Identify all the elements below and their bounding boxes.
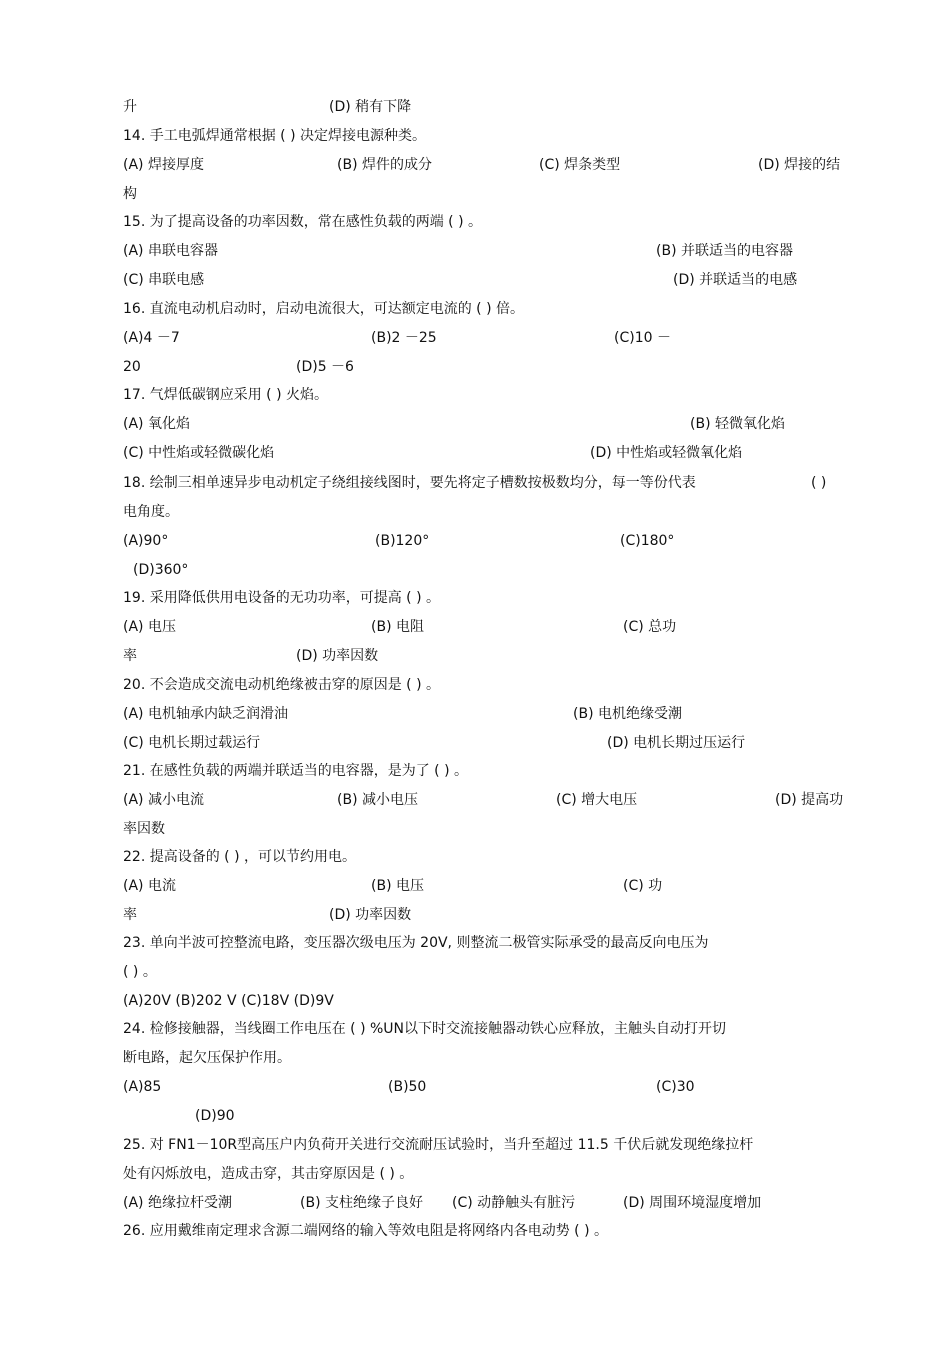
option-c: (C)30 <box>656 1079 695 1095</box>
option-a: (A) 电压 <box>123 619 176 635</box>
option-d: (D) 电机长期过压运行 <box>607 735 746 751</box>
text-line: (D) 稍有下降 <box>329 99 412 115</box>
option-b: (B) 电阻 <box>371 619 424 635</box>
text-line: 率因数 <box>123 821 165 837</box>
option-c: (C) 总功 <box>623 619 677 635</box>
option-c: (C)10 － <box>614 330 671 346</box>
question-26: 26. 应用戴维南定理求含源二端网络的输入等效电阻是将网络内各电动势 ( ) 。 <box>123 1223 608 1239</box>
option-b: (B) 电压 <box>371 878 424 894</box>
option-a: (A) 氧化焰 <box>123 416 190 432</box>
option-d: (D) 功率因数 <box>296 648 379 664</box>
option-d: (D) 焊接的结 <box>758 157 841 173</box>
option-a: (A)4 －7 <box>123 330 180 346</box>
option-c: (C) 焊条类型 <box>539 157 621 173</box>
text-line: 断电路，起欠压保护作用。 <box>123 1050 291 1066</box>
text-line: 电角度。 <box>123 504 179 520</box>
option-a: (A)90° <box>123 533 169 549</box>
option-a: (A) 电机轴承内缺乏润滑油 <box>123 706 288 722</box>
question-15: 15. 为了提高设备的功率因数，常在感性负载的两端 ( ) 。 <box>123 214 482 230</box>
text-line: 率 <box>123 648 137 664</box>
option-a: (A) 电流 <box>123 878 176 894</box>
option-a: (A) 串联电容器 <box>123 243 218 259</box>
option-d: (D)5 －6 <box>296 359 354 375</box>
option-c: (C) 中性焰或轻微碳化焰 <box>123 445 275 461</box>
options-row: (A)20V (B)202 V (C)18V (D)9V <box>123 993 334 1009</box>
option-d: (D) 提高功 <box>775 792 844 808</box>
option-b: (B)50 <box>388 1079 427 1095</box>
option-d: (D) 并联适当的电感 <box>673 272 798 288</box>
text-line: 率 <box>123 907 137 923</box>
question-25: 25. 对 FN1－10R型高压户内负荷开关进行交流耐压试验时，当升至超过 11.5 千伏后就发现绝缘拉杆 <box>123 1137 754 1153</box>
question-22: 22. 提高设备的 ( ) ，可以节约用电。 <box>123 849 356 865</box>
option-a: (A) 减小电流 <box>123 792 204 808</box>
text-line: 20 <box>123 359 141 375</box>
question-17: 17. 气焊低碳钢应采用 ( ) 火焰。 <box>123 387 328 403</box>
option-b: (B) 减小电压 <box>337 792 418 808</box>
question-19: 19. 采用降低供用电设备的无功功率，可提高 ( ) 。 <box>123 590 440 606</box>
option-c: (C) 功 <box>623 878 663 894</box>
option-c: (C) 电机长期过载运行 <box>123 735 261 751</box>
option-a: (A)85 <box>123 1079 162 1095</box>
option-d: (D) 中性焰或轻微氧化焰 <box>590 445 743 461</box>
option-b: (B) 并联适当的电容器 <box>656 243 793 259</box>
option-c: (C) 动静触头有脏污 <box>452 1195 576 1211</box>
option-d: (D) 功率因数 <box>329 907 412 923</box>
option-c: (C) 串联电感 <box>123 272 205 288</box>
question-23: 23. 单向半波可控整流电路，变压器次级电压为 20V, 则整流二极管实际承受的最高反向电压为 <box>123 935 709 951</box>
option-d: (D)360° <box>133 562 189 578</box>
option-d: (D)90 <box>195 1108 235 1124</box>
option-b: (B) 电机绝缘受潮 <box>573 706 682 722</box>
option-b: (B) 支柱绝缘子良好 <box>300 1195 423 1211</box>
question-24: 24. 检修接触器，当线圈工作电压在 ( ) %UN以下时交流接触器动铁心应释放，主触头自动打开切 <box>123 1021 727 1037</box>
question-14: 14. 手工电弧焊通常根据 ( ) 决定焊接电源种类。 <box>123 128 426 144</box>
option-b: (B)120° <box>375 533 430 549</box>
option-c: (C)180° <box>620 533 675 549</box>
answer-blank: ( ) 。 <box>123 964 157 980</box>
option-b: (B)2 －25 <box>371 330 437 346</box>
option-a: (A) 绝缘拉杆受潮 <box>123 1195 232 1211</box>
option-a: (A) 焊接厚度 <box>123 157 204 173</box>
text-line: 升 <box>123 99 137 115</box>
text-line: 构 <box>123 186 137 202</box>
question-18: 18. 绘制三相单速异步电动机定子绕组接线图时，要先将定子槽数按极数均分，每一等份代表 <box>123 475 696 491</box>
question-21: 21. 在感性负载的两端并联适当的电容器，是为了 ( ) 。 <box>123 763 468 779</box>
option-b: (B) 轻微氧化焰 <box>690 416 785 432</box>
option-b: (B) 焊件的成分 <box>337 157 432 173</box>
option-d: (D) 周围环境湿度增加 <box>623 1195 762 1211</box>
question-16: 16. 直流电动机启动时，启动电流很大，可达额定电流的 ( ) 倍。 <box>123 301 524 317</box>
option-c: (C) 增大电压 <box>556 792 638 808</box>
text-line: 处有闪烁放电，造成击穿，其击穿原因是 ( ) 。 <box>123 1166 414 1182</box>
question-20: 20. 不会造成交流电动机绝缘被击穿的原因是 ( ) 。 <box>123 677 440 693</box>
answer-blank: ( ) <box>811 475 827 491</box>
